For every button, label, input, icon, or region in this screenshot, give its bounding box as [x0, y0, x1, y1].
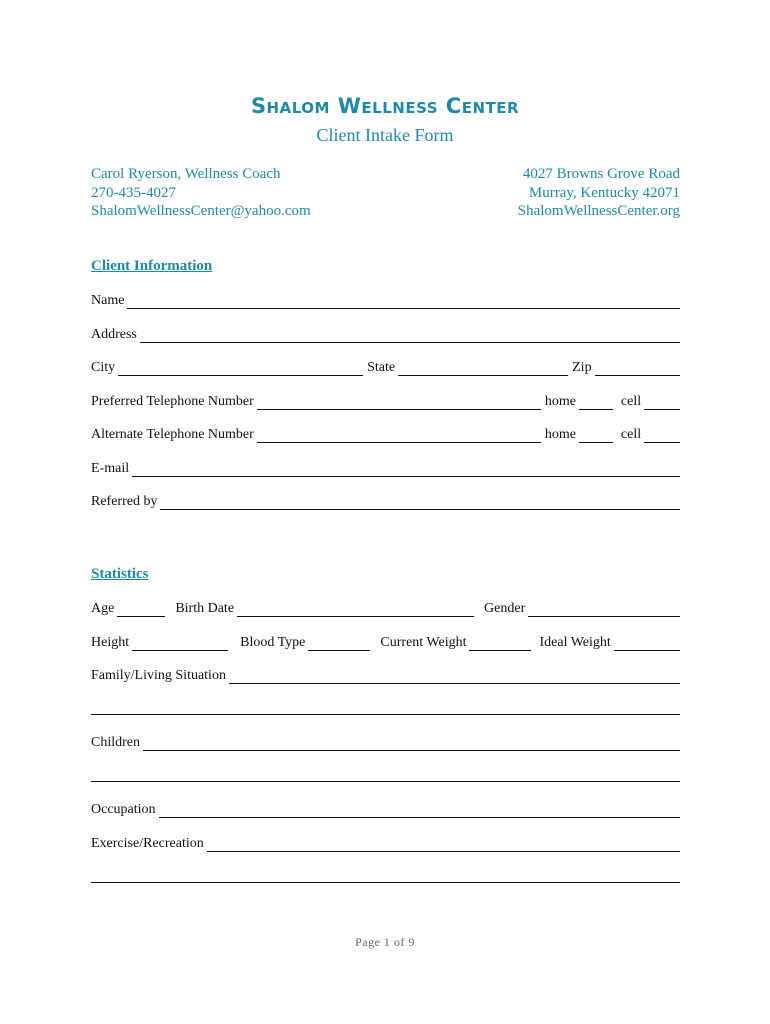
alternate-home-label: home	[544, 427, 576, 442]
age-row	[91, 599, 680, 617]
ideal-weight-field[interactable]	[614, 637, 680, 651]
alternate-phone-field[interactable]	[257, 429, 541, 443]
gender-label: Gender	[484, 601, 526, 616]
form-subtitle: Client Intake Form	[316, 125, 454, 145]
email-row	[91, 459, 680, 477]
current-weight-field[interactable]	[469, 637, 531, 651]
preferred-home-field[interactable]	[579, 396, 613, 410]
preferred-cell-field[interactable]	[644, 396, 680, 410]
occupation-row	[91, 800, 680, 818]
preferred-home-label: home	[544, 394, 576, 409]
height-row	[91, 633, 680, 651]
alternate-home-field[interactable]	[579, 429, 613, 443]
occupation-field[interactable]	[159, 804, 680, 818]
referred-row	[91, 492, 680, 510]
name-field[interactable]	[127, 295, 680, 309]
email-field[interactable]	[132, 463, 680, 477]
street-address: 4027 Browns Grove Road	[522, 166, 680, 182]
city-row	[91, 358, 680, 376]
state-label: State	[367, 360, 396, 375]
address-row	[91, 325, 680, 343]
preferred-cell-label: cell	[620, 394, 642, 409]
exercise-label: Exercise/Recreation	[91, 836, 204, 851]
referred-label: Referred by	[91, 494, 158, 509]
alternate-phone-label: Alternate Telephone Number	[91, 427, 254, 442]
preferred-phone-row	[91, 392, 680, 410]
coach-name: Carol Ryerson, Wellness Coach	[91, 166, 281, 182]
family-field[interactable]	[229, 670, 680, 684]
section-client-information: Client Information	[91, 258, 213, 274]
city-label: City	[91, 360, 116, 375]
birth-date-field[interactable]	[237, 603, 474, 617]
email-address: ShalomWellnessCenter@yahoo.com	[91, 203, 311, 219]
exercise-row	[91, 834, 680, 852]
page-number: Page 1 of 9	[355, 935, 415, 949]
blood-type-field[interactable]	[308, 637, 370, 651]
phone: 270-435-4027	[91, 184, 176, 201]
occupation-label: Occupation	[91, 802, 156, 817]
referred-field[interactable]	[160, 496, 680, 510]
children-field[interactable]	[143, 737, 680, 751]
height-field[interactable]	[132, 637, 228, 651]
blood-type-label: Blood Type	[240, 635, 306, 650]
family-row	[91, 666, 680, 684]
family-label: Family/Living Situation	[91, 668, 226, 683]
address-field[interactable]	[140, 329, 680, 343]
alternate-cell-field[interactable]	[644, 429, 680, 443]
preferred-phone-field[interactable]	[257, 396, 541, 410]
gender-field[interactable]	[528, 603, 680, 617]
children-field-continued[interactable]	[91, 781, 680, 782]
exercise-field[interactable]	[207, 838, 680, 852]
state-field[interactable]	[398, 362, 568, 376]
exercise-field-continued[interactable]	[91, 882, 680, 883]
city-state-zip: Murray, Kentucky 42071	[528, 184, 680, 201]
website: ShalomWellnessCenter.org	[517, 203, 680, 219]
zip-label: Zip	[572, 360, 592, 375]
name-label: Name	[91, 293, 125, 308]
contact-right	[518, 165, 680, 221]
city-field[interactable]	[118, 362, 363, 376]
birth-date-label: Birth Date	[175, 601, 235, 616]
age-field[interactable]	[117, 603, 165, 617]
height-label: Height	[91, 635, 130, 650]
section-statistics: Statistics	[91, 566, 149, 582]
preferred-phone-label: Preferred Telephone Number	[91, 394, 254, 409]
address-label: Address	[91, 327, 137, 342]
center-title: Shalom Wellness Center	[250, 94, 520, 118]
age-label: Age	[91, 601, 115, 616]
ideal-weight-label: Ideal Weight	[539, 635, 611, 650]
zip-field[interactable]	[595, 362, 680, 376]
current-weight-label: Current Weight	[380, 635, 467, 650]
children-label: Children	[91, 735, 140, 750]
email-label: E-mail	[91, 461, 130, 476]
family-field-continued[interactable]	[91, 714, 680, 715]
alternate-phone-row	[91, 425, 680, 443]
alternate-cell-label: cell	[620, 427, 642, 442]
name-row	[91, 291, 680, 309]
contact-left	[91, 165, 311, 221]
children-row	[91, 733, 680, 751]
